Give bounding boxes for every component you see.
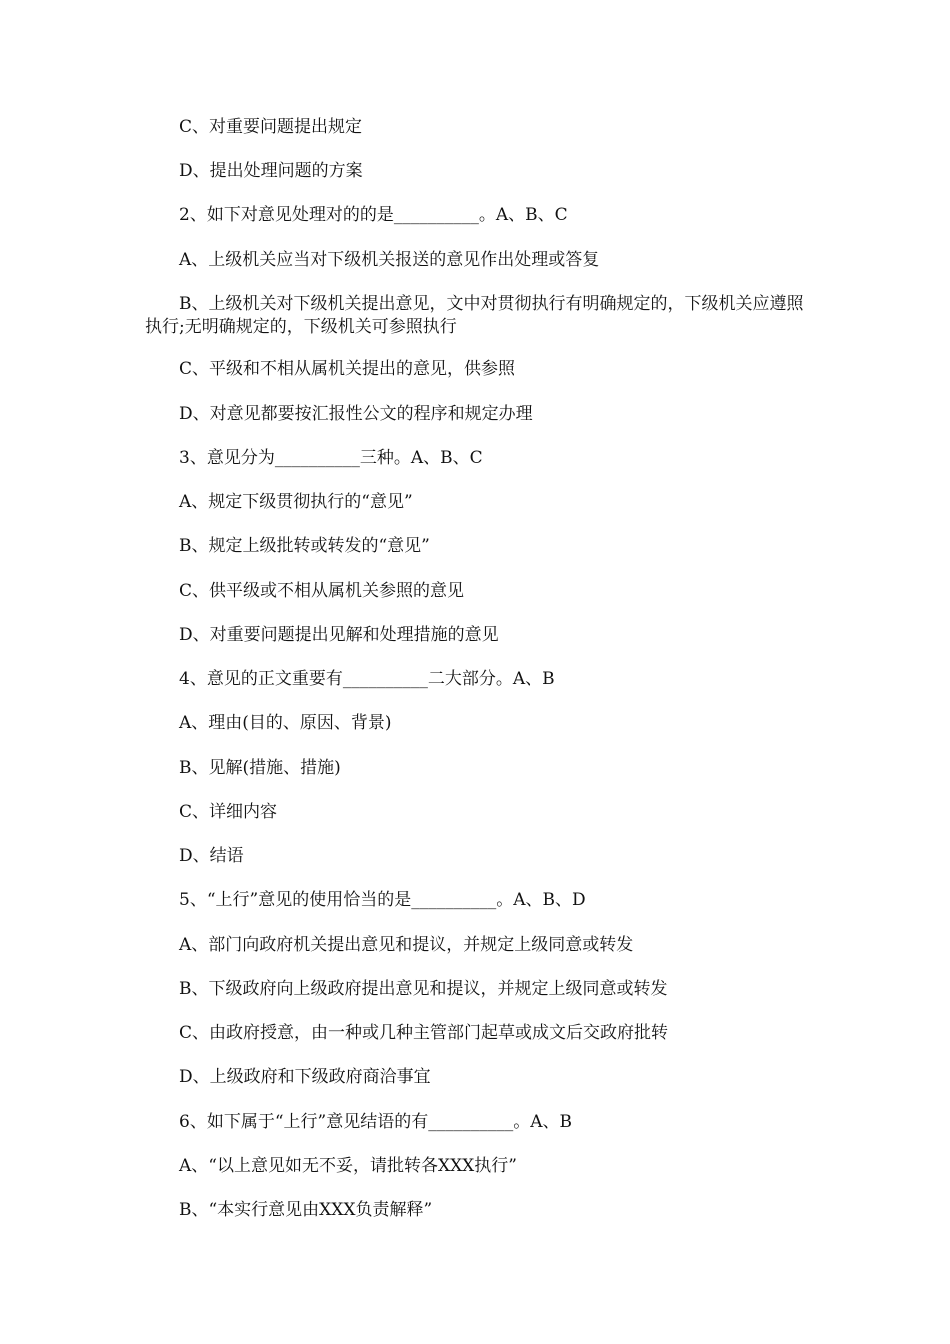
paragraph-option-1c: C、对重要问题提出规定 <box>179 117 363 137</box>
paragraph-option-5d: D、上级政府和下级政府商洽事宜 <box>179 1067 431 1087</box>
paragraph-option-2d: D、对意见都要按汇报性公文的程序和规定办理 <box>179 404 533 424</box>
paragraph-option-5c: C、由政府授意，由一种或几种主管部门起草或成文后交政府批转 <box>179 1023 669 1043</box>
paragraph-option-4a: A、理由(目的、原因、背景) <box>179 713 392 733</box>
paragraph-option-4d: D、结语 <box>179 846 244 866</box>
paragraph-question-4: 4、意见的正文重要有__________二大部分。A、B <box>179 669 555 689</box>
paragraph-option-3c: C、供平级或不相从属机关参照的意见 <box>179 581 465 601</box>
paragraph-option-2b: B、上级机关对下级机关提出意见，文中对贯彻执行有明确规定的，下级机关应遵照执行;无明确规定的，下级机关可参照执行 <box>145 294 804 337</box>
paragraph-option-3b: B、规定上级批转或转发的“意见” <box>179 536 430 556</box>
paragraph-option-1d: D、提出处理问题的方案 <box>179 161 363 181</box>
paragraph-option-3d: D、对重要问题提出见解和处理措施的意见 <box>179 625 499 645</box>
paragraph-question-3: 3、意见分为__________三种。A、B、C <box>179 448 483 468</box>
paragraph-option-5a: A、部门向政府机关提出意见和提议，并规定上级同意或转发 <box>179 935 634 955</box>
paragraph-option-3a: A、规定下级贯彻执行的“意见” <box>179 492 413 512</box>
paragraph-option-4b: B、见解(措施、措施) <box>179 758 341 778</box>
paragraph-option-4c: C、详细内容 <box>179 802 278 822</box>
paragraph-question-5: 5、“上行”意见的使用恰当的是__________。A、B、D <box>179 890 586 910</box>
paragraph-option-6b: B、“本实行意见由XXX负责解释” <box>179 1200 433 1220</box>
paragraph-question-6: 6、如下属于“上行”意见结语的有__________。A、B <box>179 1112 572 1132</box>
paragraph-option-6a: A、“以上意见如无不妥，请批转各XXX执行” <box>179 1156 517 1176</box>
paragraph-question-2: 2、如下对意见处理对的的是__________。A、B、C <box>179 205 568 225</box>
paragraph-option-2c: C、平级和不相从属机关提出的意见，供参照 <box>179 359 516 379</box>
paragraph-option-2a: A、上级机关应当对下级机关报送的意见作出处理或答复 <box>179 250 600 270</box>
paragraph-option-5b: B、下级政府向上级政府提出意见和提议，并规定上级同意或转发 <box>179 979 668 999</box>
